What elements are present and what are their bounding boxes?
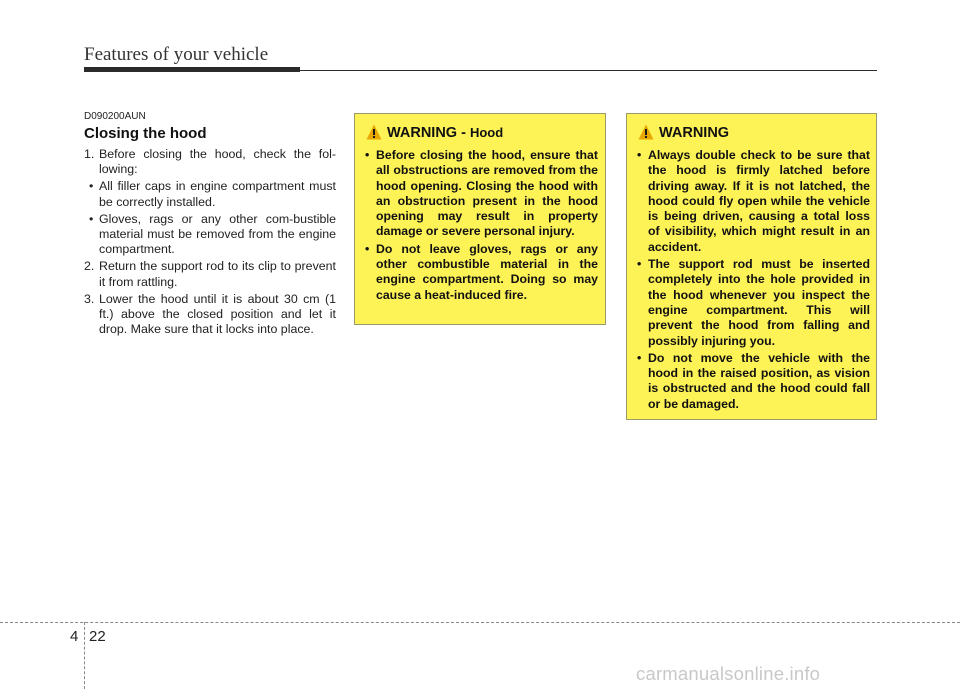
warning-item-text: Do not leave gloves, rags or any other combustible material in the engine compartment. Doing so may cause a heat-induced fire. — [376, 241, 598, 302]
step-number: 1. — [84, 147, 95, 161]
bullet: • — [637, 350, 642, 365]
warning-item-text: Always double check to be sure that the hood is firmly latched before driving away. If it is not latched, the hood could fly open while the vehicle is being driven, causing a total loss of visibility, which might result in an accident. — [648, 148, 870, 254]
footer-divider — [84, 622, 85, 689]
watermark: carmanualsonline.info — [636, 663, 821, 684]
sub-item — [84, 212, 336, 258]
warning-triangle-icon — [366, 124, 382, 140]
step-item — [84, 147, 336, 177]
step-text: Lower the hood until it is about 30 cm (1 ft.) above the closed position and let it drop. Make sure that it locks into place. — [99, 291, 336, 337]
header-rule-thick — [84, 67, 300, 72]
sub-item-text: All filler caps in engine compartment must be correctly installed. — [99, 179, 336, 209]
chapter-number: 4 — [70, 628, 79, 645]
warning-header — [355, 124, 605, 144]
warning-triangle-icon — [638, 124, 654, 140]
warning-item-text: The support rod must be inserted completely into the hole provided in the hood whenever you inspect the engine compartment. This will prevent the hood from falling and possibly injuring you. — [648, 257, 870, 348]
header-rule-thin — [300, 70, 877, 71]
warning-item-text: Do not move the vehicle with the hood in the raised position, as vision is obstructed and the hood could fall or be damaged. — [648, 350, 870, 411]
warning-title — [387, 125, 503, 141]
step-text: Before closing the hood, check the fol-lowing: — [99, 147, 336, 177]
page-header-title: Features of your vehicle — [84, 44, 269, 65]
warning-box-hood — [354, 113, 606, 325]
bullet: • — [637, 257, 642, 272]
step-number: 3. — [84, 291, 95, 306]
warning-title: WARNING — [659, 125, 730, 141]
bullet: • — [637, 148, 642, 162]
warning-body — [364, 148, 598, 305]
warning-item — [364, 148, 598, 240]
warning-box-general — [626, 113, 877, 420]
warning-title-main: WARNING - — [387, 125, 466, 141]
warning-item — [636, 148, 870, 255]
bullet: • — [365, 148, 370, 162]
step-number: 2. — [84, 259, 95, 274]
warning-body — [636, 148, 870, 414]
section-title: Closing the hood — [84, 125, 207, 142]
warning-subtitle: Hood — [469, 125, 504, 140]
page-number: 22 — [89, 628, 106, 645]
step-item — [84, 292, 336, 338]
steps-list — [84, 147, 336, 339]
warning-item — [636, 351, 870, 412]
warning-item — [636, 257, 870, 349]
sub-item — [84, 179, 336, 209]
step-item — [84, 259, 336, 289]
bullet: • — [89, 179, 94, 194]
warning-header — [627, 124, 876, 144]
warning-item — [364, 242, 598, 303]
step-text: Return the support rod to its clip to prevent it from rattling. — [99, 259, 336, 289]
section-code: D090200AUN — [84, 111, 146, 122]
bullet: • — [89, 211, 94, 226]
footer-rule — [0, 622, 960, 623]
bullet: • — [365, 241, 370, 256]
warning-item-text: Before closing the hood, ensure that all obstructions are removed from the hood opening. Closing the hood with an obstruction present in the hood opening may result in property damage or severe personal injury. — [376, 148, 598, 239]
sub-item-text: Gloves, rags or any other com-bustible material must be removed from the engine compartment. — [99, 211, 336, 257]
